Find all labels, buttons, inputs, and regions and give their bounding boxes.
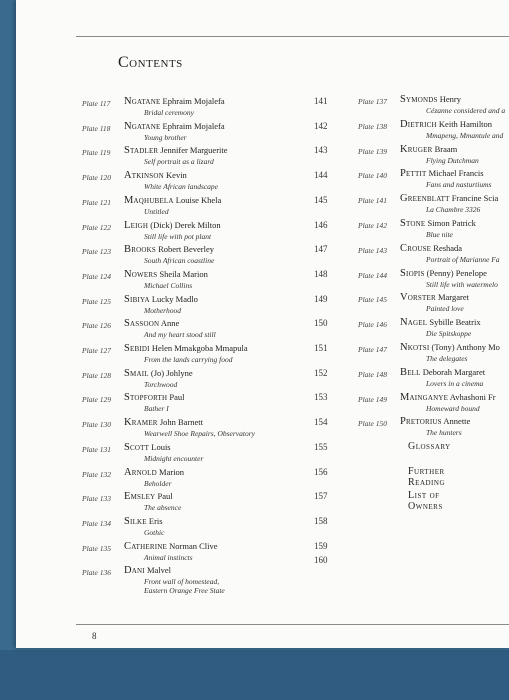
plate-number: Plate 134	[82, 518, 111, 528]
artwork-title: Motherhood	[144, 305, 181, 315]
plate-number: Plate 137	[358, 97, 387, 106]
artist-given-names: Annette	[443, 416, 471, 427]
artist-surname: Arnold	[124, 466, 157, 478]
artist-surname: Stone	[400, 218, 426, 229]
artist-name	[124, 417, 203, 428]
plate-number: Plate 124	[82, 271, 111, 281]
artist-name	[124, 170, 187, 181]
artist-surname: Stopforth	[124, 392, 168, 404]
artist-surname: Nkotsi	[400, 342, 430, 353]
artist-given-names: Paul	[169, 392, 185, 403]
artist-given-names: Louise Khela	[175, 194, 222, 205]
plate-number: Plate 143	[358, 245, 387, 255]
page-reference: 148	[314, 268, 328, 279]
page-reference: 156	[314, 466, 328, 477]
plate-number: Plate 135	[82, 543, 111, 553]
plate-number: Plate 140	[358, 171, 387, 181]
artist-surname: Kramer	[124, 417, 158, 429]
artist-surname: Nowers	[124, 268, 158, 280]
artwork-title: Still life with watermelo	[426, 279, 498, 289]
artist-surname: Dani	[124, 565, 145, 577]
artwork-title: And my heart stood still	[144, 330, 216, 340]
artist-surname: Crouse	[400, 242, 432, 254]
artwork-title: Blue nite	[426, 230, 453, 239]
artist-given-names: Jennifer Marguerite	[160, 145, 228, 156]
artwork-title: Beholder	[144, 478, 172, 488]
artist-surname: Bell	[400, 366, 421, 378]
artist-surname: Dietrich	[400, 118, 437, 130]
artist-surname: Smail	[124, 367, 149, 379]
artist-given-names: Kevin	[166, 170, 187, 181]
artwork-title: White African landscape	[144, 182, 219, 192]
artist-given-names: Helen Mmakgoba Mmapula	[151, 343, 248, 353]
artwork-title: Torchwood	[144, 379, 178, 389]
artist-name	[400, 144, 457, 155]
artist-given-names: Deborah Margaret	[422, 366, 486, 377]
artwork-title: Young brother	[144, 132, 187, 142]
artwork-title: Midnight encounter	[144, 453, 204, 463]
page-number: 8	[92, 631, 97, 641]
artist-name	[400, 243, 462, 254]
artist-given-names: (Penny) Penelope	[426, 267, 487, 278]
artist-given-names: Robert Beverley	[158, 244, 215, 255]
page-reference: 159	[314, 540, 328, 551]
plate-number: Plate 139	[358, 146, 387, 156]
artist-name	[124, 442, 171, 453]
artist-name	[124, 96, 225, 107]
artist-name	[400, 94, 461, 105]
plate-number: Plate 130	[82, 420, 111, 430]
plate-number: Plate 129	[82, 395, 111, 405]
plate-number: Plate 118	[82, 123, 111, 133]
artwork-title: Bather I	[144, 404, 169, 414]
artist-name	[124, 368, 193, 379]
page-reference: 145	[314, 194, 328, 205]
artwork-title: Flying Dutchman	[426, 155, 479, 165]
artist-given-names: Anne	[160, 318, 180, 329]
page-reference: 160	[314, 555, 328, 566]
artist-given-names: (Tony) Anthony Mo	[431, 342, 500, 352]
artist-given-names: (Dick) Derek Milton	[150, 219, 221, 230]
artist-surname: Pretorius	[400, 416, 442, 428]
plate-number: Plate 117	[82, 99, 111, 108]
artist-surname: Atkinson	[124, 170, 164, 182]
artwork-title: The absence	[144, 503, 182, 513]
artist-surname: Emsley	[124, 491, 156, 503]
artist-given-names: Eris	[148, 515, 163, 526]
artist-surname: Leigh	[124, 219, 149, 231]
artist-given-names: Malvel	[146, 565, 172, 576]
back-matter-item: Glossary	[408, 441, 451, 452]
plate-number: Plate 150	[358, 419, 387, 429]
plate-number: Plate 127	[82, 346, 111, 355]
artist-name	[400, 193, 498, 204]
plate-number: Plate 131	[82, 444, 111, 454]
artwork-title: South African coastline	[144, 256, 215, 266]
artist-given-names: Reshada	[433, 242, 463, 253]
artist-surname: Symonds	[400, 94, 438, 105]
artist-given-names: Michael Francis	[428, 168, 484, 179]
page-reference: 157	[314, 491, 328, 502]
artist-surname: Sibiya	[124, 293, 150, 305]
plate-number: Plate 142	[358, 221, 387, 230]
page-reference: 158	[314, 515, 328, 526]
artist-given-names: Avhashoni Fr	[449, 391, 496, 402]
artist-given-names: Ephraim Mojalefa	[162, 120, 225, 131]
artist-given-names: Braam	[434, 143, 458, 154]
bottom-rule	[76, 624, 509, 625]
artwork-title: Self portrait as a lizard	[144, 157, 214, 167]
artist-surname: Ngatane	[124, 120, 161, 132]
page-reference: 151	[314, 343, 328, 353]
artwork-title: Die Spitskoppe	[426, 329, 472, 339]
plate-number: Plate 146	[358, 320, 387, 330]
artist-given-names: Sheila Marion	[159, 268, 208, 279]
book-page	[16, 0, 509, 648]
artist-surname: Pettit	[400, 168, 427, 180]
artist-name	[124, 318, 179, 329]
artwork-title: Gothic	[144, 527, 165, 537]
artwork-title-line-2: Eastern Orange Free State	[144, 586, 225, 596]
plate-number: Plate 141	[358, 196, 387, 206]
page-reference: 152	[314, 367, 328, 378]
plate-number: Plate 122	[82, 222, 111, 232]
artist-given-names: Lucky Madlo	[151, 293, 198, 304]
plate-number: Plate 147	[358, 345, 387, 354]
top-rule	[76, 36, 509, 37]
artwork-title: Fans and nasturtiums	[426, 180, 492, 190]
artist-given-names: Norman Clive	[169, 540, 218, 551]
page-reference: 143	[314, 145, 328, 156]
page-title: Contents	[118, 54, 183, 71]
artwork-title: La Chambre 3326	[426, 205, 481, 215]
artist-given-names: Ephraim Mojalefa	[162, 96, 225, 106]
artwork-title: Still life with pot plant	[144, 231, 212, 241]
artwork-title: The delegates	[426, 354, 468, 363]
artist-name	[400, 317, 481, 328]
book-cover-edge	[0, 650, 509, 700]
artist-name	[124, 392, 185, 403]
artwork-title: The hunters	[426, 428, 462, 438]
artwork-title: Cézanne considered and a	[426, 106, 506, 115]
page-reference: 142	[314, 120, 328, 131]
artist-surname: Vorster	[400, 292, 436, 304]
page-reference: 147	[314, 244, 328, 255]
plate-number: Plate 132	[82, 469, 111, 479]
page-reference: 153	[314, 392, 328, 403]
artist-surname: Sassoon	[124, 318, 160, 330]
artist-name	[124, 220, 221, 231]
artist-surname: Stadler	[124, 145, 159, 157]
artist-given-names: Simon Patrick	[427, 218, 476, 228]
plate-number: Plate 119	[82, 148, 111, 158]
artwork-title: From the lands carrying food	[144, 355, 233, 364]
artist-name	[400, 168, 484, 179]
artwork-title: Wearwell Shoe Repairs, Observatory	[144, 429, 255, 439]
back-matter-item: List of Owners	[408, 490, 443, 512]
artist-given-names: Paul	[157, 491, 173, 502]
artwork-title: Animal instincts	[144, 552, 193, 562]
artist-given-names: Sybille Beatrix	[429, 317, 481, 328]
plate-number: Plate 149	[358, 394, 387, 404]
artist-name	[400, 416, 470, 427]
plate-number: Plate 144	[358, 270, 387, 280]
page-reference: 146	[314, 219, 328, 230]
artist-name	[400, 392, 496, 403]
artist-name	[124, 145, 228, 156]
artist-name	[400, 218, 476, 229]
artist-name	[400, 342, 500, 353]
artist-name	[124, 491, 173, 502]
artist-surname: Greenblatt	[400, 193, 450, 205]
artist-given-names: John Barnett	[159, 417, 204, 428]
artist-given-names: Keith Hamilton	[438, 118, 493, 129]
artist-name	[124, 541, 218, 552]
artist-name	[124, 467, 184, 478]
artist-surname: Silke	[124, 515, 147, 527]
artist-surname: Maqhubela	[124, 194, 174, 206]
artist-surname: Nagel	[400, 317, 428, 329]
artwork-title: Painted love	[426, 304, 464, 314]
page-reference: 144	[314, 170, 328, 181]
plate-number: Plate 133	[82, 494, 111, 504]
plate-number: Plate 148	[358, 369, 387, 379]
plate-number: Plate 138	[358, 121, 387, 131]
artwork-title: Homeward bound	[426, 403, 480, 413]
back-matter-item: Further Reading	[408, 465, 445, 488]
artist-given-names: Margaret	[437, 292, 469, 303]
plate-number: Plate 128	[82, 370, 111, 380]
artist-surname: Siopis	[400, 267, 425, 279]
artwork-title: Bridal ceremony	[144, 108, 194, 117]
page-reference: 154	[314, 417, 328, 428]
artist-name	[400, 268, 487, 279]
artist-name	[400, 292, 469, 303]
artist-given-names: Francine Scia	[451, 193, 499, 204]
artwork-title: Front wall of homestead,	[144, 577, 220, 587]
artist-name	[400, 367, 485, 378]
artist-name	[124, 565, 171, 576]
artist-surname: Brooks	[124, 244, 156, 256]
plate-number: Plate 120	[82, 173, 111, 183]
artist-name	[124, 244, 214, 255]
plate-number: Plate 145	[358, 295, 387, 305]
artist-name	[400, 119, 492, 130]
page-reference: 155	[314, 441, 328, 452]
artist-surname: Scott	[124, 441, 150, 453]
artist-name	[124, 269, 208, 280]
artwork-title: Untitled	[144, 206, 169, 216]
plate-number: Plate 126	[82, 321, 111, 331]
artist-surname: Catherine	[124, 540, 168, 552]
artist-surname: Sebidi	[124, 343, 150, 354]
artist-name	[124, 516, 163, 527]
page-reference: 150	[314, 318, 328, 329]
artist-given-names: Marion	[159, 466, 185, 477]
artist-name	[124, 343, 248, 354]
artist-given-names: Louis	[151, 441, 171, 452]
plate-number: Plate 121	[82, 197, 111, 207]
plate-number: Plate 125	[82, 296, 111, 306]
artist-given-names: Henry	[439, 94, 461, 104]
artwork-title: Portrait of Marianne Fa	[426, 254, 500, 264]
artist-surname: Kruger	[400, 143, 433, 155]
page-reference: 149	[314, 293, 328, 304]
artist-surname: Mainganye	[400, 391, 449, 403]
artwork-title: Mmapeng, Mmantule and	[426, 130, 504, 140]
artwork-title: Michael Collins	[144, 280, 193, 290]
artwork-title: Lovers in a cinema	[426, 378, 484, 388]
page-reference: 141	[314, 96, 328, 106]
plate-number: Plate 123	[82, 247, 111, 257]
plate-number: Plate 136	[82, 568, 111, 578]
artist-name	[124, 121, 225, 132]
artist-surname: Ngatane	[124, 96, 161, 107]
artist-name	[124, 195, 221, 206]
artist-name	[124, 294, 198, 305]
artist-given-names: (Jo) Johlyne	[150, 367, 193, 378]
